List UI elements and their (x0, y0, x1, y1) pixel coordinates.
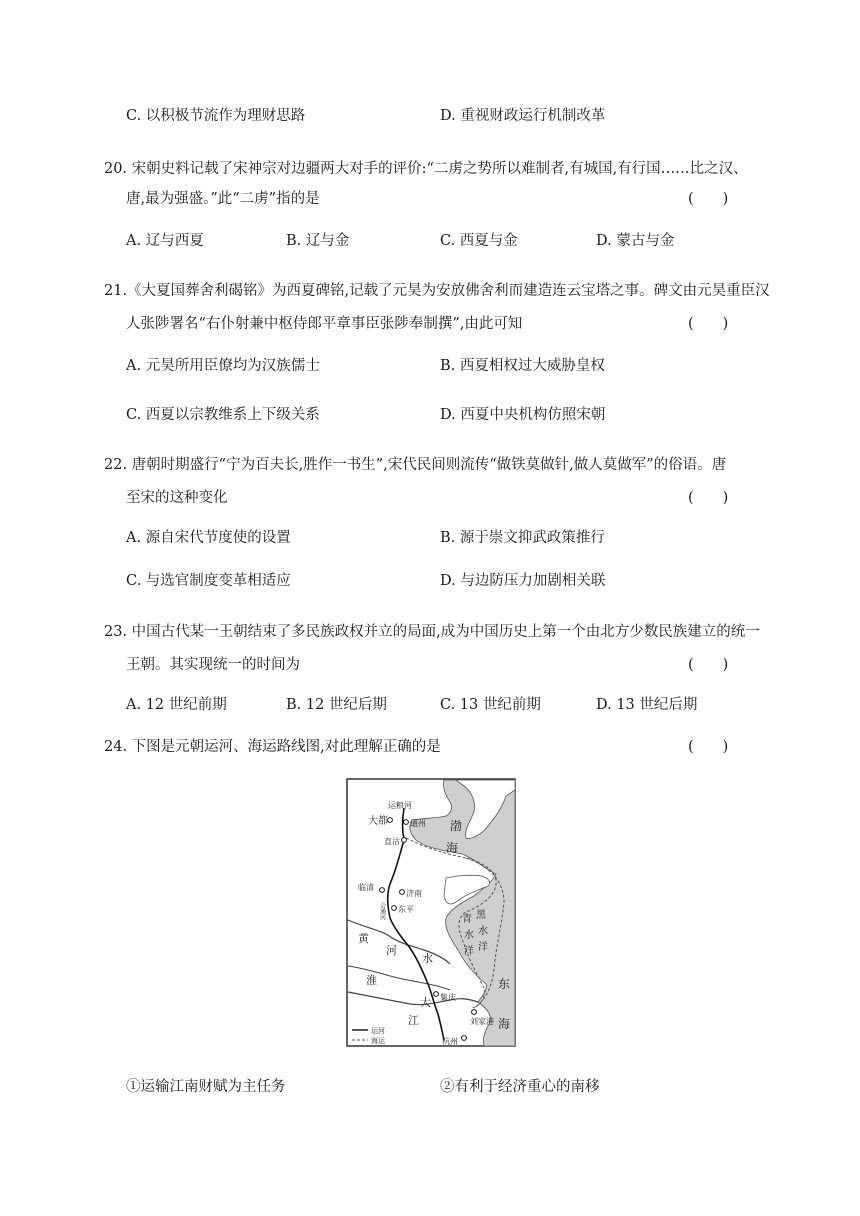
q22-answer-blank: ( ) (688, 490, 729, 506)
label-yang1: 洋 (464, 946, 474, 957)
q23-stem-line1: 23. 中国古代某一王朝结束了多民族政权并立的局面,成为中国历史上第一个由北方少数民族建立的统一 (104, 624, 760, 640)
q23-option-a: A. 12 世纪前期 (126, 697, 227, 713)
q23-option-c: C. 13 世纪前期 (440, 697, 541, 713)
q20-stem-line1: 20. 宋朝史料记载了宋神宗对边疆两大对手的评价:“二虏之势所以难制者,有城国,有行国……比之汉、 (104, 161, 748, 177)
q20-option-a: A. 辽与西夏 (126, 233, 204, 249)
q21-answer-blank: ( ) (688, 316, 729, 332)
q20-option-b: B. 辽与金 (286, 233, 350, 249)
label-yunlianghe: 运粮河 (388, 801, 412, 810)
label-dong: 东 (498, 977, 511, 991)
label-shui1: 水 (464, 930, 474, 941)
q20-option-d: D. 蒙古与金 (596, 233, 675, 249)
q24-item-2: ②有利于经济重心的南移 (440, 1079, 600, 1095)
label-jinan: 济南 (406, 889, 422, 898)
label-bohai-hai: 海 (446, 841, 459, 855)
label-donghai-hai: 海 (498, 1017, 511, 1031)
q22-option-a: A. 源自宋代节度使的设置 (126, 530, 291, 546)
q22-stem-line1: 22. 唐朝时期盛行“宁为百夫长,胜作一书生”,宋代民间则流传“做铁莫做针,做人莫做军”的俗语。唐 (104, 457, 727, 473)
q20-option-c: C. 西夏与金 (440, 233, 518, 249)
label-huang: 黄 (358, 932, 369, 945)
yuan-canal-sea-route-map (346, 778, 516, 1048)
label-yang2: 洋 (478, 942, 488, 953)
legend-canal: 运河 (371, 1027, 385, 1035)
q20-answer-blank: ( ) (688, 191, 729, 207)
q20-stem-line2: 唐,最为强盛。”此“二虏”指的是 (126, 191, 320, 207)
q21-stem-line1: 21.《大夏国葬舍利碣铭》为西夏碑铭,记载了元昊为安放佛舍利而建造连云宝塔之事。碑文由元昊重臣汉 (104, 283, 770, 299)
label-huitonghe: 会通河 (378, 902, 386, 920)
q19-option-d: D. 重视财政运行机制改革 (440, 108, 606, 124)
q22-stem-line2: 至宋的这种变化 (126, 490, 228, 506)
q24-item-1: ①运输江南财赋为主任务 (126, 1079, 286, 1095)
label-da: 大 (420, 996, 431, 1009)
label-liujiagang: 刘家港 (470, 1017, 494, 1026)
q23-answer-blank: ( ) (688, 657, 729, 673)
q24-answer-blank: ( ) (688, 739, 729, 755)
label-jiang: 江 (408, 1014, 419, 1027)
label-dongping: 东平 (398, 905, 414, 914)
q22-option-c: C. 与选官制度变革相适应 (126, 573, 291, 589)
q23-stem-line2: 王朝。其实现统一的时间为 (126, 657, 300, 673)
legend-sea: 海运 (371, 1037, 385, 1045)
label-dadu: 大都 (368, 816, 388, 827)
label-qing: 青 (462, 914, 472, 925)
q21-option-c: C. 西夏以宗教维系上下级关系 (126, 407, 320, 423)
label-linqing: 临清 (358, 883, 374, 892)
q21-option-d: D. 西夏中央机构仿照宋朝 (440, 407, 606, 423)
q21-option-a: A. 元昊所用臣僚均为汉族儒士 (126, 358, 320, 374)
q19-option-c: C. 以积极节流作为理财思路 (126, 108, 306, 124)
label-tongzhou: 通州 (410, 819, 426, 828)
q21-option-b: B. 西夏相权过大威胁皇权 (440, 358, 605, 374)
q24-stem-line1: 24. 下图是元朝运河、海运路线图,对此理解正确的是 (104, 739, 441, 755)
q22-option-d: D. 与边防压力加剧相关联 (440, 573, 606, 589)
label-shui2: 水 (478, 926, 488, 937)
label-bo: 渤 (450, 819, 463, 833)
q23-option-d: D. 13 世纪后期 (596, 697, 698, 713)
label-huai: 淮 (366, 974, 377, 987)
label-he: 河 (386, 944, 397, 957)
label-shui: 水 (422, 952, 433, 965)
label-zhigu: 直沽 (384, 837, 400, 846)
q21-stem-line2: 人张陟署名“右仆射兼中枢侍郎平章事臣张陟奉制撰”,由此可知 (126, 316, 523, 332)
label-hei: 黑 (476, 910, 486, 921)
q23-option-b: B. 12 世纪后期 (286, 697, 387, 713)
label-jiqing: 集庆 (440, 993, 456, 1002)
q22-option-b: B. 源于崇文抑武政策推行 (440, 530, 605, 546)
label-hangzhou: 杭州 (442, 1037, 458, 1046)
